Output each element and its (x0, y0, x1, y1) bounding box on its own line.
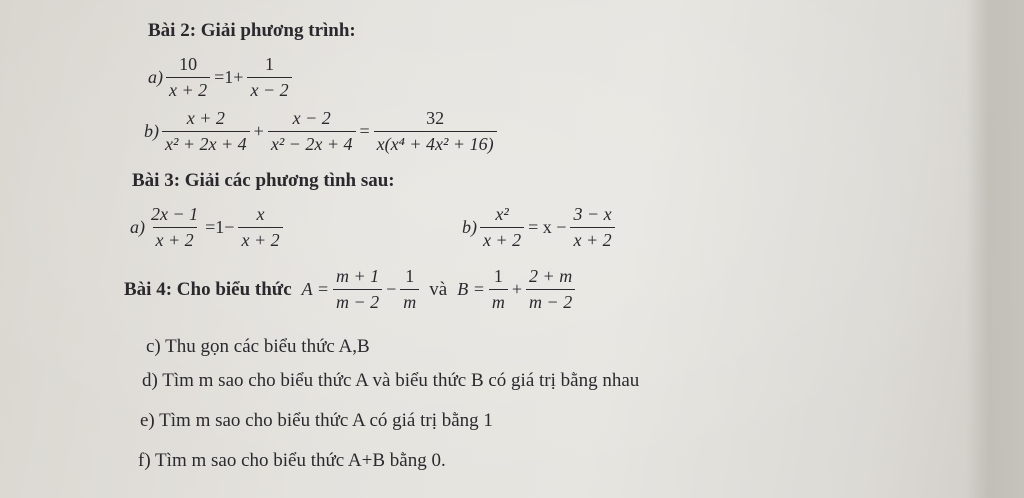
bai4-expressions (124, 266, 577, 313)
bai4-item-e: e) Tìm m sao cho biểu thức A có giá trị bằng 1 (140, 410, 493, 431)
denominator: x + 2 (480, 227, 524, 251)
bai3-equation-b (462, 204, 617, 251)
denominator: m − 2 (526, 289, 575, 313)
numerator: 32 (426, 108, 445, 128)
bai4-item-c: c) Thu gọn các biểu thức A,B (146, 336, 370, 357)
numerator: 2 + m (529, 266, 573, 286)
denominator: x + 2 (570, 227, 614, 251)
bai3-equation-a (130, 204, 285, 251)
operator: = x − (528, 217, 567, 237)
operator: + (511, 279, 523, 299)
denominator: x + 2 (238, 227, 282, 251)
bai2-equation-a (148, 54, 294, 101)
denominator: m (400, 289, 419, 313)
numerator: x (256, 204, 265, 224)
numerator: 2x − 1 (151, 204, 199, 224)
label: a) (130, 217, 145, 237)
a-lhs: A = (301, 279, 329, 299)
b-lhs: B = (457, 279, 485, 299)
fraction (526, 266, 575, 313)
fraction (489, 266, 508, 313)
label: a) (148, 67, 163, 87)
page-edge-shadow (966, 0, 1024, 498)
fraction (374, 108, 497, 155)
denominator: x(x⁴ + 4x² + 16) (374, 131, 497, 155)
fraction (333, 266, 382, 313)
fraction (400, 266, 419, 313)
bai3-title: Bài 3: Giải các phương tình sau: (132, 170, 395, 191)
bai2-title: Bài 2: Giải phương trình: (148, 20, 356, 41)
numerator: 1 (265, 54, 275, 74)
operator: + (253, 121, 264, 141)
denominator: x + 2 (153, 227, 197, 251)
label: b) (144, 121, 159, 141)
fraction (268, 108, 356, 155)
numerator: x² (495, 204, 509, 224)
bai4-item-d: d) Tìm m sao cho biểu thức A và biểu thức B có giá trị bằng nhau (142, 370, 640, 391)
fraction (148, 204, 201, 251)
bai4-item-f: f) Tìm m sao cho biểu thức A+B bằng 0. (138, 450, 446, 471)
and-word: và (429, 278, 448, 300)
denominator: m (489, 289, 508, 313)
label: b) (462, 217, 477, 237)
operator: − (386, 279, 397, 299)
denominator: x² + 2x + 4 (162, 131, 250, 155)
denominator: m − 2 (333, 289, 382, 313)
operator: =1+ (214, 67, 244, 87)
operator: =1− (205, 217, 235, 237)
numerator: 10 (179, 54, 198, 74)
denominator: x + 2 (166, 77, 210, 101)
numerator: 3 − x (573, 204, 612, 224)
numerator: m + 1 (335, 266, 380, 286)
fraction (238, 204, 282, 251)
fraction (480, 204, 524, 251)
bai2-equation-b (144, 108, 499, 155)
denominator: x − 2 (247, 77, 291, 101)
denominator: x² − 2x + 4 (268, 131, 356, 155)
fraction (247, 54, 291, 101)
fraction (166, 54, 210, 101)
numerator: x + 2 (186, 108, 225, 128)
bai4-title: Bài 4: Cho biểu thức (124, 278, 292, 300)
numerator: 1 (493, 266, 503, 286)
operator: = (359, 121, 370, 141)
fraction (570, 204, 614, 251)
numerator: x − 2 (292, 108, 331, 128)
fraction (162, 108, 250, 155)
numerator: 1 (405, 266, 415, 286)
